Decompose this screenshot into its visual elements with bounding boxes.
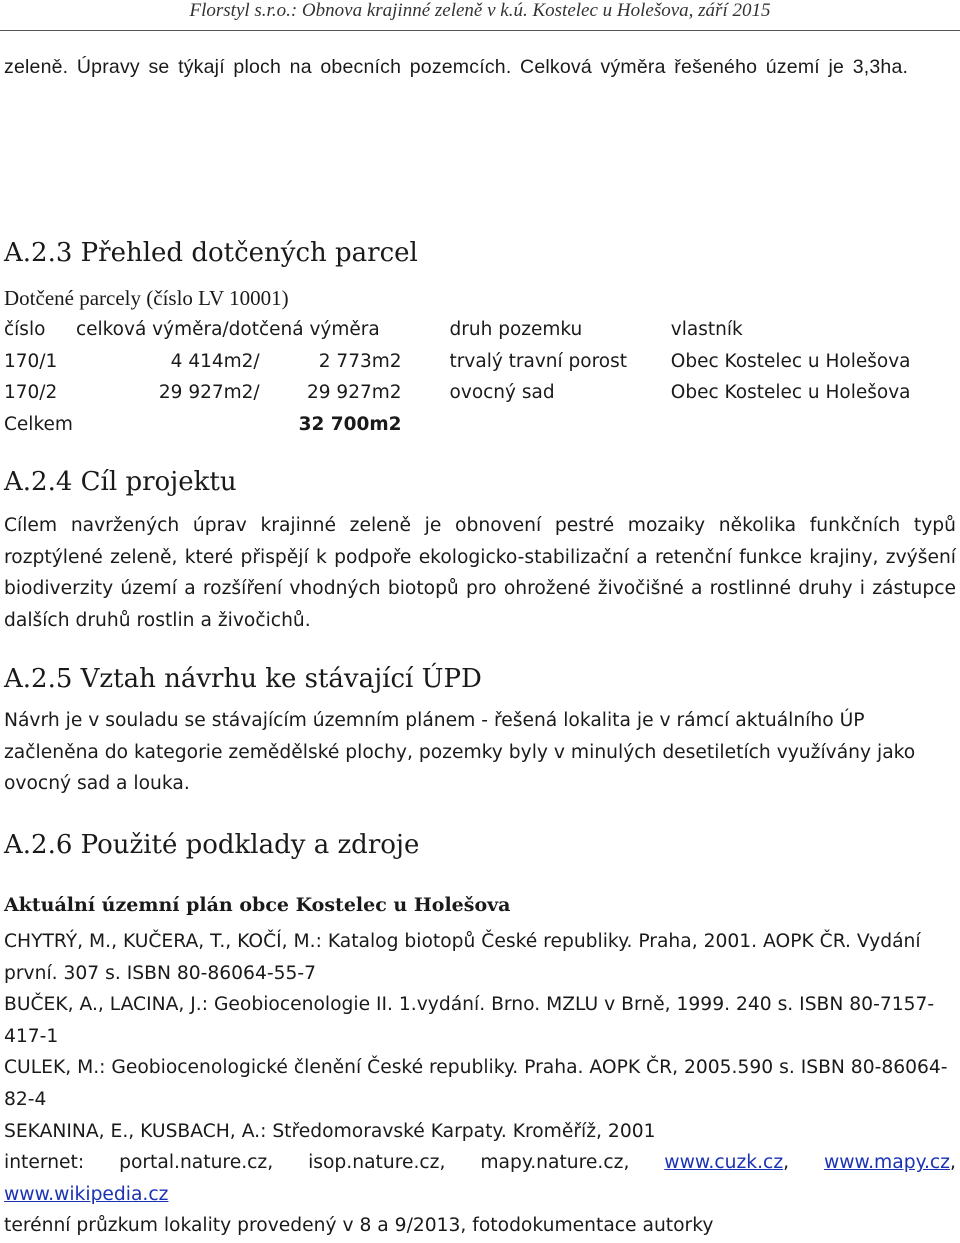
col-header: číslo: [4, 319, 46, 341]
plan-reference: Aktuální územní plán obce Kostelec u Holešova: [4, 894, 511, 916]
reference-list: [4, 926, 956, 1242]
fieldwork-note: terénní průzkum lokality provedený v 8 a 9/2013, fotodokumentace autorky: [4, 1215, 714, 1237]
link-wikipedia[interactable]: www.wikipedia.cz: [4, 1183, 169, 1205]
total-label: Celkem: [4, 413, 73, 435]
cell-druh: ovocný sad: [449, 382, 555, 404]
upd-paragraph: Návrh je v souladu se stávajícím územním plánem - řešená lokalita je v rámcí aktuálního ÚP začleněna do kategorie zemědělské plochy, pozemky byly v minulých desetiletích využívány jako ovocný sad a louka.: [4, 710, 916, 795]
parcels-note: Dotčené parcely (číslo LV 10001): [4, 286, 289, 310]
heading-upd: [4, 662, 482, 696]
heading-parcels: [4, 236, 418, 270]
heading-number: A.2.6: [4, 830, 73, 860]
cell-cislo: 170/1: [4, 350, 58, 372]
empty-cell: [76, 409, 260, 441]
reference-item: BUČEK, A., LACINA, J.: Geobiocenologie II. 1.vydání. Brno. MZLU v Brně, 1999. 240 s. ISBN 80-7157-417-1: [4, 994, 935, 1047]
internet-label: internet:: [4, 1152, 85, 1174]
col-header: vlastník: [670, 319, 743, 341]
heading-title: Vztah návrhu ke stávající ÚPD: [80, 664, 482, 694]
col-header: [76, 314, 402, 346]
internet-sources-line-2: [4, 1179, 956, 1211]
heading-sources: [4, 828, 419, 862]
internet-link-wrap: www.mapy.cz,: [823, 1152, 956, 1174]
cell-dotcena: 29 927m2: [307, 382, 402, 404]
cell-celkova: 29 927m2/: [158, 382, 260, 404]
reference-item: CHYTRÝ, M., KUČERA, T., KOČÍ, M.: Katalog biotopů České republiky. Praha, 2001. AOPK ČR. Vydání první. 307 s. ISBN 80-86064-55-7: [4, 931, 921, 984]
heading-title: Přehled dotčených parcel: [80, 238, 418, 268]
heading-number: A.2.4: [4, 467, 73, 497]
cell-celkova: 4 414m2/: [170, 350, 260, 372]
heading-goal: [4, 465, 237, 499]
internet-link-wrap: www.cuzk.cz,: [664, 1152, 790, 1174]
link-mapy[interactable]: www.mapy.cz: [823, 1152, 950, 1174]
heading-title: Cíl projektu: [80, 467, 237, 497]
heading-number: A.2.3: [4, 238, 73, 268]
reference-item: CULEK, M.: Geobiocenologické členění České republiky. Praha. AOPK ČR, 2005.590 s. ISBN 80-86064-82-4: [4, 1057, 948, 1110]
header-rule: [0, 30, 960, 31]
cell-vlastnik: Obec Kostelec u Holešova: [670, 382, 911, 404]
internet-source: mapy.nature.cz,: [480, 1152, 630, 1174]
heading-title: Použité podklady a zdroje: [80, 830, 420, 860]
cell-dotcena: 2 773m2: [318, 350, 402, 372]
cell-vlastnik: Obec Kostelec u Holešova: [670, 350, 911, 372]
table-row: [4, 377, 960, 409]
col-header: druh pozemku: [449, 319, 583, 341]
intro-paragraph: zeleně. Úpravy se týkají ploch na obecních pozemcích. Celková výměra řešeného území je 3,3ha.: [4, 56, 909, 78]
internet-sources-line: [4, 1147, 956, 1179]
internet-source: isop.nature.cz,: [308, 1152, 446, 1174]
goal-paragraph: Cílem navržených úprav krajinné zeleně je obnovení pestré mozaiky několika funkčních typů rozptýlené zeleně, které přispějí k podpoře ekologicko-stabilizační a retenční funkce krajiny, zvýšení biodiverzity území a rozšíření vhodných biotopů pro ohrožené živočišné a rostlinné druhy i zástupce dalších druhů rostlin a živočichů.: [4, 515, 956, 631]
cell-cislo: 170/2: [4, 382, 58, 404]
empty-cell: [671, 409, 960, 441]
cell-druh: trvalý travní porost: [449, 350, 628, 372]
internet-source: portal.nature.cz,: [119, 1152, 274, 1174]
table-total-row: [4, 409, 960, 441]
parcels-table: [4, 314, 960, 440]
link-cuzk[interactable]: www.cuzk.cz: [664, 1152, 784, 1174]
table-row: [4, 346, 960, 378]
heading-number: A.2.5: [4, 664, 73, 694]
reference-item: SEKANINA, E., KUSBACH, A.: Středomoravské Karpaty. Kroměříž, 2001: [4, 1120, 656, 1142]
empty-cell: [402, 409, 671, 441]
table-header-row: [4, 314, 960, 346]
page-header: Florstyl s.r.o.: Obnova krajinné zeleně v k.ú. Kostelec u Holešova, září 2015: [189, 0, 771, 21]
total-value: 32 700m2: [298, 413, 402, 435]
col-header-text: celková výměra/dotčená výměra: [75, 319, 380, 341]
